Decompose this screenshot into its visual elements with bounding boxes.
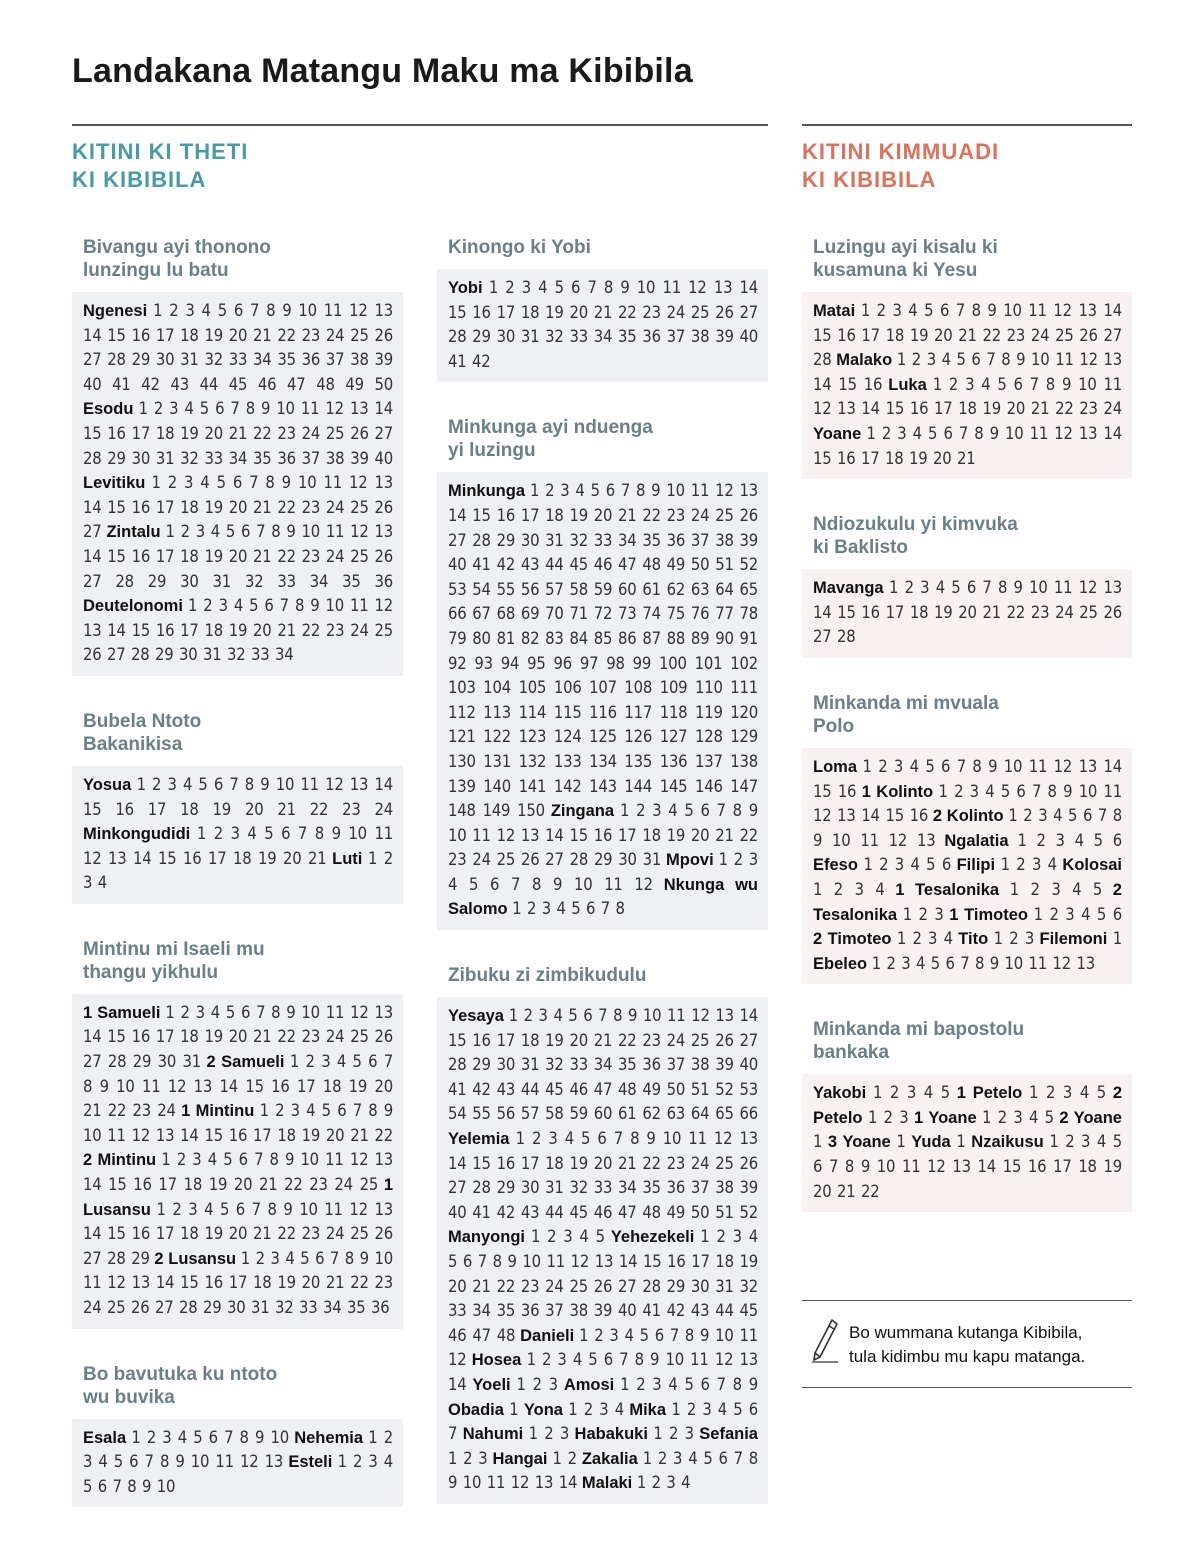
chapter-numbers: 1 2 3 4 5 6 7 8 9 10 11 12 13 14 15 16 17 18 19 20 21 22 23 24 25 26 27 28 29 30 31 32 33 34 35 36 xyxy=(83,1248,393,1317)
book-name: Yosua xyxy=(83,775,132,794)
book-name: Filipi xyxy=(956,856,996,875)
book-group xyxy=(437,964,768,1504)
chapter-numbers: 1 2 3 4 5 6 7 8 9 10 11 12 13 14 15 16 xyxy=(813,781,1122,826)
book-name: Yuda xyxy=(911,1133,951,1152)
column-middle xyxy=(437,236,768,1538)
chapter-box xyxy=(802,569,1132,658)
chapter-numbers: 1 2 3 4 5 6 xyxy=(1033,904,1122,924)
book-name: Luka xyxy=(888,375,927,394)
book-name: Yona xyxy=(523,1400,563,1419)
book-name: Ngalatia xyxy=(944,831,1009,850)
book-name: Yoane xyxy=(813,424,862,443)
group-title: Minkunga ayi nduenga yi luzingu xyxy=(448,417,653,462)
book-name: Loma xyxy=(813,757,858,776)
chapter-numbers: 1 xyxy=(896,1132,906,1152)
chapter-numbers: 1 2 3 xyxy=(993,929,1035,949)
book-group xyxy=(72,1363,403,1508)
chapter-box xyxy=(72,292,403,676)
book-name: Malaki xyxy=(581,1474,633,1493)
note-line-2: tula kidimbu mu kapu matanga. xyxy=(849,1347,1086,1366)
book-name: Luti xyxy=(332,849,363,868)
divider-nt xyxy=(802,124,1132,126)
note-line-1: Bo wummana kutanga Kibibila, xyxy=(849,1323,1083,1342)
book-name: 1 Lusansu xyxy=(83,1176,393,1219)
book-name: Obadia xyxy=(448,1400,504,1419)
chapter-numbers: 1 2 3 4 5 6 7 8 9 10 11 12 13 xyxy=(813,806,1123,850)
book-group xyxy=(72,938,403,1329)
book-name: Esala xyxy=(83,1428,127,1447)
chapter-box xyxy=(437,997,768,1504)
book-group xyxy=(802,692,1132,984)
book-group xyxy=(72,710,403,904)
chapter-numbers: 1 2 3 4 5 6 7 8 9 10 11 12 13 14 15 16 17 18 19 20 21 22 23 24 xyxy=(83,774,393,819)
book-name: 1 Petelo xyxy=(956,1084,1023,1103)
book-name: Mika xyxy=(629,1400,667,1419)
new-testament-heading xyxy=(802,138,999,194)
chapter-numbers: 1 2 3 4 5 6 7 8 9 10 11 12 13 14 15 16 17 18 19 20 21 22 xyxy=(83,1101,393,1145)
book-name: Amosi xyxy=(563,1375,615,1394)
group-title: Zibuku zi zimbikudulu xyxy=(448,965,647,987)
book-name: Tito xyxy=(958,930,989,949)
chapter-numbers: 1 2 3 4 xyxy=(813,879,885,899)
book-name: 1 Kolinto xyxy=(861,782,934,801)
chapter-box xyxy=(802,1074,1132,1212)
chapter-numbers: 1 2 3 4 5 6 7 8 9 10 11 12 xyxy=(448,850,758,894)
chapter-numbers: 1 2 3 4 5 xyxy=(1029,1083,1107,1103)
book-name: Esteli xyxy=(288,1453,333,1472)
chapter-numbers: 1 2 3 4 5 6 7 8 9 10 11 12 13 14 15 16 17 18 19 20 21 22 23 24 25 26 27 28 xyxy=(813,301,1122,370)
book-group xyxy=(72,236,403,676)
chapter-numbers: 1 2 3 4 5 6 7 8 9 xyxy=(620,1374,758,1394)
book-name: Esodu xyxy=(83,400,134,419)
book-name: 1 Tesalonika xyxy=(895,880,1000,899)
chapter-numbers: 1 2 3 4 5 6 7 8 9 10 11 12 13 14 15 16 17 18 19 20 21 22 23 24 25 26 27 28 29 30 31 xyxy=(448,801,758,870)
chapter-numbers: 1 2 3 4 5 6 7 8 9 10 11 12 13 14 15 16 17 18 19 20 21 22 23 24 25 26 27 28 29 30 31 32 33 34 35 36 xyxy=(83,522,394,591)
book-name: Zingana xyxy=(550,802,615,821)
chapter-numbers: 1 2 3 4 5 6 7 8 9 10 11 12 13 14 15 16 17 18 19 20 21 22 23 24 25 26 27 xyxy=(83,473,393,542)
book-name: Sefania xyxy=(699,1425,758,1444)
chapter-numbers: 1 2 3 4 5 xyxy=(982,1107,1054,1127)
book-name: 2 Lusansu xyxy=(154,1249,237,1268)
ot-heading-line-2: KI KIBIBILA xyxy=(72,167,207,192)
book-name: Mavanga xyxy=(813,579,884,598)
group-title: Luzingu ayi kisalu ki kusamuna ki Yesu xyxy=(813,237,998,281)
pencil-icon xyxy=(810,1317,840,1363)
book-name: Hangai xyxy=(492,1449,548,1468)
chapter-numbers: 1 2 3 4 5 6 7 8 9 10 xyxy=(83,1452,393,1496)
book-name: Levitiku xyxy=(83,474,146,493)
chapter-numbers: 1 2 3 4 5 6 7 8 9 10 xyxy=(131,1427,289,1447)
chapter-numbers: 1 2 3 4 5 6 7 8 9 10 11 12 13 14 15 16 17 18 19 20 21 22 23 24 25 26 27 28 29 30 31 xyxy=(83,1002,393,1072)
book-name: Nahumi xyxy=(462,1425,524,1444)
book-group xyxy=(437,236,768,382)
chapter-numbers: 1 2 3 4 5 6 7 8 9 10 11 12 13 14 15 16 17 18 19 20 21 22 23 24 25 26 27 28 29 30 31 32 33 34 35 36 37 38 39 40 41 42 43 44 45 46 47 48 49 50 51 52 53 54 55 56 57 58 59 60 61 62 63 64 65 66 67 68 69 70 71 72 73 74 75 76 77 78 79 80 81 82 83 84 85 86 87 88 89 90 91 92 93 94 95 96 97 98 99 100 101 102 103 104 105 106 107 108 109 110 111 112 113 114 115 116 117 118 119 120 121 122 123 124 125 126 127 128 129 130 131 132 133 134 135 136 137 138 139 140 141 142 143 144 145 146 147 148 149 150 xyxy=(448,481,758,821)
reading-note xyxy=(802,1300,1132,1388)
nt-heading-line-1: KITINI KIMMUADI xyxy=(802,139,1000,164)
book-name: 1 Yoane xyxy=(913,1108,977,1127)
group-title: Kinongo ki Yobi xyxy=(448,237,591,258)
chapter-numbers: 1 2 3 4 xyxy=(896,929,953,949)
nt-heading-line-2: KI KIBIBILA xyxy=(802,167,937,192)
book-name: 2 Tesalonika xyxy=(813,880,1122,924)
chapter-numbers: 1 2 3 4 5 6 7 8 9 10 11 12 13 14 15 16 17 18 19 20 21 22 23 24 25 26 27 28 29 xyxy=(83,1199,393,1268)
book-name: Efeso xyxy=(813,856,858,875)
book-name: Nzaikusu xyxy=(971,1133,1044,1152)
chapter-numbers: 1 2 3 xyxy=(448,1448,488,1468)
book-name: Nkunga wu Salomo xyxy=(448,875,758,919)
chapter-numbers: 1 2 3 4 5 6 7 8 9 10 11 12 13 14 15 16 17 18 19 20 21 22 23 24 25 xyxy=(83,1150,393,1195)
chapter-numbers: 1 2 3 4 5 6 xyxy=(1017,830,1122,850)
chapter-numbers: 1 2 3 xyxy=(653,1424,694,1444)
chapter-numbers: 1 xyxy=(813,1132,823,1152)
book-name: Mpovi xyxy=(666,851,714,870)
book-name: Matai xyxy=(813,302,856,320)
chapter-box xyxy=(437,269,768,382)
book-name: Nehemia xyxy=(294,1428,363,1447)
group-title: Minkanda mi bapostolu bankaka xyxy=(813,1019,1025,1064)
chapter-numbers: 1 2 3 4 xyxy=(636,1473,691,1493)
chapter-numbers: 1 2 3 4 5 6 7 8 9 10 11 12 13 14 15 16 17 18 19 20 21 22 23 24 25 26 27 28 29 30 31 32 33 34 35 36 37 38 39 40 41 42 43 44 45 46 47 48 49 50 xyxy=(83,301,393,394)
chapter-numbers: 1 2 3 4 5 6 7 8 9 10 11 12 13 14 15 16 17 18 19 20 21 xyxy=(83,824,393,868)
chapter-numbers: 1 2 3 4 5 6 xyxy=(863,855,952,875)
book-name: Deutelonomi xyxy=(83,597,183,616)
group-title: Mintinu mi Isaeli mu thangu yikhulu xyxy=(83,938,265,983)
book-name: Zakalia xyxy=(581,1449,638,1468)
book-name: 1 Timoteo xyxy=(949,905,1028,924)
chapter-numbers: 1 2 3 4 5 6 7 8 9 10 11 12 13 xyxy=(83,1427,393,1472)
chapter-numbers: 1 2 3 4 5 6 7 8 xyxy=(512,899,625,919)
chapter-numbers: 1 2 3 4 5 6 7 8 9 10 11 12 13 14 xyxy=(448,1448,758,1493)
chapter-numbers: 1 2 3 4 xyxy=(1000,855,1057,875)
book-name: Yakobi xyxy=(813,1084,867,1103)
note-text xyxy=(849,1321,1085,1369)
chapter-numbers: 1 xyxy=(509,1399,519,1419)
book-name: Kolosai xyxy=(1062,856,1123,875)
chapter-numbers: 1 2 3 4 5 6 7 8 9 10 11 12 13 xyxy=(871,953,1095,973)
chapter-numbers: 1 2 3 4 5 xyxy=(872,1083,950,1103)
group-title: Bo bavutuka ku ntoto wu buvika xyxy=(83,1363,278,1408)
book-name: Yoeli xyxy=(472,1375,511,1394)
chapter-numbers: 1 2 3 4 5 6 7 8 9 10 11 12 13 14 xyxy=(448,1350,758,1394)
book-name: Yehezekeli xyxy=(610,1228,695,1247)
chapter-numbers: 1 2 3 xyxy=(516,1374,558,1394)
book-name: Minkunga xyxy=(448,482,525,501)
chapter-numbers: 1 2 3 4 5 6 7 8 9 10 11 12 13 14 15 16 xyxy=(813,350,1122,394)
chapter-numbers: 1 2 3 4 5 6 7 8 9 10 11 12 13 14 15 16 17 18 19 20 21 22 23 24 25 26 27 28 29 30 31 32 33 34 35 36 37 38 39 40 41 42 43 44 45 46 47 48 49 50 51 52 53 54 55 56 57 58 59 60 61 62 63 64 65 66 xyxy=(448,1006,758,1124)
chapter-box xyxy=(72,994,403,1329)
chapter-numbers: 1 2 3 4 xyxy=(568,1399,624,1419)
book-name: Yobi xyxy=(448,279,483,297)
book-name: Yesaya xyxy=(448,1007,504,1026)
chapter-numbers: 1 2 3 xyxy=(902,904,944,924)
chapter-numbers: 1 2 3 4 5 6 7 8 9 10 11 12 13 14 15 16 17 18 19 20 21 22 23 24 25 26 27 28 29 30 31 32 33 34 35 36 37 38 39 40 41 42 43 44 45 46 47 48 xyxy=(448,1227,758,1345)
book-group xyxy=(802,236,1132,479)
ot-heading-line-1: KITINI KI THETI xyxy=(72,139,249,164)
page-title: Landakana Matangu Maku ma Kibibila xyxy=(72,52,693,90)
chapter-numbers: 1 2 3 4 5 6 7 8 9 10 11 12 13 14 15 16 17 18 19 20 21 22 23 24 25 26 27 28 29 30 31 32 33 34 xyxy=(83,596,393,665)
book-group xyxy=(437,416,768,930)
book-group xyxy=(802,513,1132,658)
chapter-numbers: 1 2 3 xyxy=(868,1107,909,1127)
book-name: Minkongudidi xyxy=(83,825,191,844)
divider-ot xyxy=(72,124,768,126)
book-name: 2 Mintinu xyxy=(83,1151,157,1170)
book-name: Danieli xyxy=(520,1326,575,1345)
column-left xyxy=(72,236,403,1541)
book-name: 2 Yoane xyxy=(1059,1108,1122,1127)
chapter-numbers: 1 2 3 4 xyxy=(83,848,393,893)
chapter-numbers: 1 xyxy=(956,1132,966,1152)
book-name: 2 Petelo xyxy=(813,1084,1123,1127)
book-name: 2 Timoteo xyxy=(813,930,892,949)
chapter-numbers: 1 2 3 4 5 6 7 xyxy=(448,1399,759,1444)
book-name: Zintalu xyxy=(106,523,161,542)
chapter-box xyxy=(802,292,1132,479)
chapter-numbers: 1 2 3 4 5 xyxy=(530,1227,605,1247)
book-name: 1 Mintinu xyxy=(181,1102,255,1121)
book-name: 2 Kolinto xyxy=(932,807,1004,826)
chapter-numbers: 1 2 3 4 5 6 7 8 9 10 11 12 13 14 15 16 17 18 19 20 21 22 23 24 xyxy=(83,1052,394,1121)
chapter-numbers: 1 2 3 4 5 6 7 8 9 10 11 12 13 14 15 16 17 18 19 20 21 xyxy=(813,423,1122,468)
book-name: 1 Samueli xyxy=(83,1003,161,1022)
group-title: Minkanda mi mvuala Polo xyxy=(813,692,999,737)
group-title: Bubela Ntoto Bakanikisa xyxy=(83,710,202,755)
chapter-numbers: 1 2 3 4 5 6 7 8 9 10 11 12 13 14 15 16 17 18 19 20 21 22 23 24 25 26 27 28 29 30 31 32 33 34 35 36 37 38 39 40 41 42 xyxy=(448,278,758,371)
chapter-numbers: 1 2 3 4 5 6 7 8 9 10 11 12 13 14 15 16 17 18 19 20 21 22 23 24 25 26 27 28 29 30 31 32 33 34 35 36 37 38 39 40 41 42 43 44 45 46 47 48 49 50 51 52 xyxy=(448,1129,759,1222)
chapter-numbers: 1 2 3 4 5 6 7 8 9 10 11 12 13 14 15 16 17 18 19 20 21 22 23 24 25 26 27 28 xyxy=(813,578,1123,647)
group-title: Ndiozukulu yi kimvuka ki Baklisto xyxy=(813,514,1018,559)
chapter-numbers: 1 2 3 4 5 xyxy=(1009,879,1103,899)
book-name: Filemoni xyxy=(1039,930,1108,949)
chapter-numbers: 1 2 xyxy=(552,1448,577,1468)
old-testament-heading xyxy=(72,138,248,194)
chapter-numbers: 1 2 3 4 5 6 7 8 9 10 11 12 xyxy=(448,1325,758,1370)
chapter-numbers: 1 xyxy=(1112,929,1122,949)
book-name: 2 Samueli xyxy=(206,1053,285,1072)
chapter-numbers: 1 2 3 4 5 6 7 8 9 10 11 12 13 14 15 16 xyxy=(813,756,1122,801)
column-right xyxy=(802,236,1132,1246)
chapter-box xyxy=(72,766,403,904)
book-name: 3 Yoane xyxy=(827,1133,891,1152)
book-name: Malako xyxy=(836,351,893,370)
book-name: Ngenesi xyxy=(83,302,148,320)
book-name: Habakuki xyxy=(574,1425,648,1444)
chapter-numbers: 1 2 3 4 5 6 7 8 9 10 11 12 13 14 15 16 17 18 19 20 21 22 23 24 xyxy=(813,374,1122,419)
book-name: Yelemia xyxy=(448,1130,510,1149)
chapter-box xyxy=(437,472,768,930)
chapter-numbers: 1 2 3 4 5 6 7 8 9 10 11 12 13 14 15 16 17 18 19 20 21 22 23 24 25 26 27 28 29 30 31 32 33 34 35 36 37 38 39 40 xyxy=(83,399,393,468)
group-title: Bivangu ayi thonono lunzingu lu batu xyxy=(83,237,271,281)
chapter-box xyxy=(72,1419,403,1508)
chapter-numbers: 1 2 3 4 5 6 7 8 9 10 11 12 13 14 15 16 17 18 19 20 21 22 xyxy=(813,1132,1122,1201)
book-name: Manyongi xyxy=(448,1228,525,1247)
chapter-box xyxy=(802,748,1132,984)
book-name: Hosea xyxy=(471,1351,522,1370)
chapter-numbers: 1 2 3 xyxy=(528,1424,570,1444)
book-name: Ebeleo xyxy=(813,954,868,973)
book-group xyxy=(802,1018,1132,1212)
